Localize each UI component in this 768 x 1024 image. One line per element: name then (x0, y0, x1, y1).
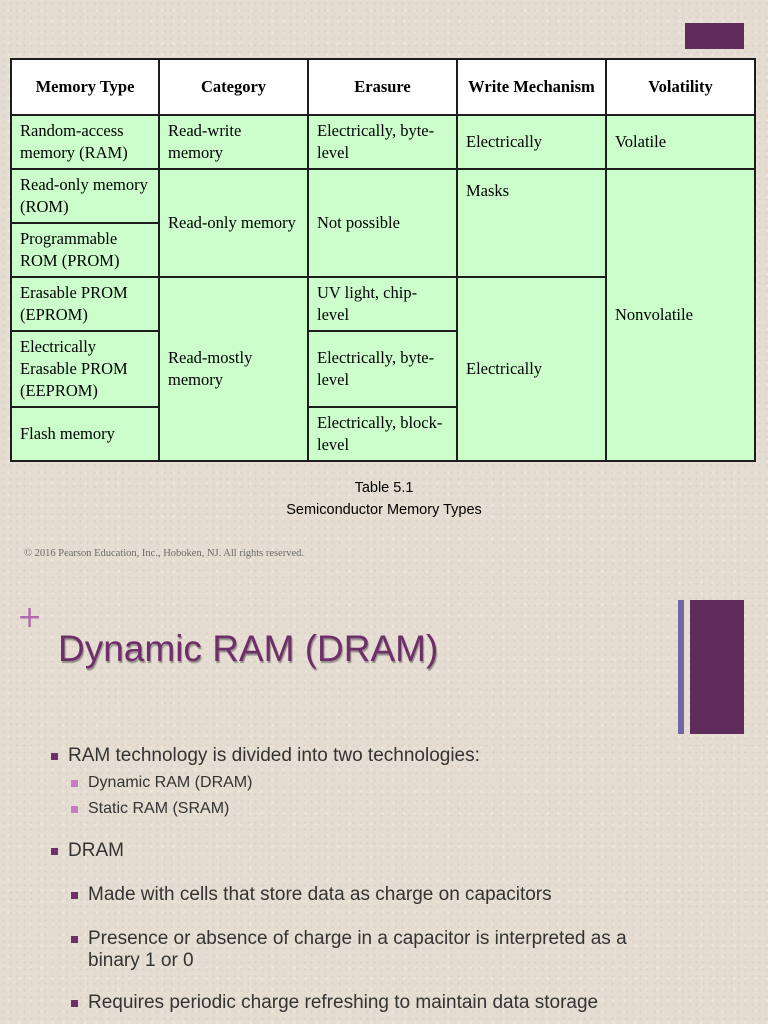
cell-erasure: Electrically, byte-level (308, 115, 457, 169)
sub-bullet-item (88, 799, 648, 819)
plus-icon: + (17, 600, 43, 635)
table-header-row (11, 59, 755, 115)
cell-write-mechanism: Electrically (457, 115, 606, 169)
cell-memory-type: Electrically Erasable PROM (EEPROM) (11, 331, 159, 407)
cell-category: Read-mostly memory (159, 277, 308, 461)
header-erasure: Erasure (308, 59, 457, 115)
bullet-text: Presence or absence of charge in a capacitor is interpreted as a binary 1 or 0 (88, 928, 627, 971)
bullet-square-icon (71, 806, 78, 813)
cell-memory-type: Random-access memory (RAM) (11, 115, 159, 169)
sub-bullet-item (88, 928, 678, 972)
cell-volatility: Volatile (606, 115, 755, 169)
bullet-item (68, 840, 668, 862)
header-memory-type: Memory Type (11, 59, 159, 115)
side-accent-block (690, 600, 744, 734)
cell-memory-type: Programmable ROM (PROM) (11, 223, 159, 277)
cell-erasure: Not possible (308, 169, 457, 277)
table-row (11, 169, 755, 223)
sub-bullet-item (88, 884, 678, 906)
bullet-text: RAM technology is divided into two technologies: (68, 745, 480, 766)
cell-erasure: Electrically, byte-level (308, 331, 457, 407)
bullet-square-icon (71, 892, 78, 899)
cell-volatility: Nonvolatile (606, 169, 755, 461)
bullet-square-icon (51, 848, 58, 855)
bullet-square-icon (71, 936, 78, 943)
bullet-text: Requires periodic charge refreshing to maintain data storage (88, 992, 599, 1013)
cell-memory-type: Read-only memory (ROM) (11, 169, 159, 223)
cell-memory-type: Flash memory (11, 407, 159, 461)
cell-write-mechanism: Electrically (457, 277, 606, 461)
bullet-text: Dynamic RAM (DRAM) (88, 774, 253, 791)
slide-title: Dynamic RAM (DRAM) (58, 628, 439, 669)
cell-category: Read-only memory (159, 169, 308, 277)
memory-types-table (10, 58, 756, 462)
table-caption-title: Semiconductor Memory Types (286, 502, 482, 518)
sub-bullet-item (88, 773, 648, 793)
bullet-square-icon (71, 780, 78, 787)
table-caption-number: Table 5.1 (354, 480, 414, 496)
bullet-square-icon (51, 753, 58, 760)
header-volatility: Volatility (606, 59, 755, 115)
bullet-square-icon (71, 1000, 78, 1007)
bullet-text: Made with cells that store data as charge on capacitors (88, 884, 552, 905)
copyright-notice: © 2016 Pearson Education, Inc., Hoboken, NJ. All rights reserved. (24, 548, 305, 559)
cell-erasure: UV light, chip-level (308, 277, 457, 331)
bullet-text: DRAM (68, 840, 124, 861)
cell-erasure: Electrically, block-level (308, 407, 457, 461)
bullet-text: Static RAM (SRAM) (88, 800, 230, 817)
header-category: Category (159, 59, 308, 115)
cell-write-mechanism: Masks (457, 169, 606, 277)
table-row (11, 115, 755, 169)
header-write-mechanism: Write Mechanism (457, 59, 606, 115)
corner-accent-block (685, 23, 744, 49)
bullet-item (68, 745, 668, 767)
sub-bullet-item (88, 992, 728, 1014)
cell-category: Read-write memory (159, 115, 308, 169)
side-accent-bar (678, 600, 684, 734)
cell-memory-type: Erasable PROM (EPROM) (11, 277, 159, 331)
